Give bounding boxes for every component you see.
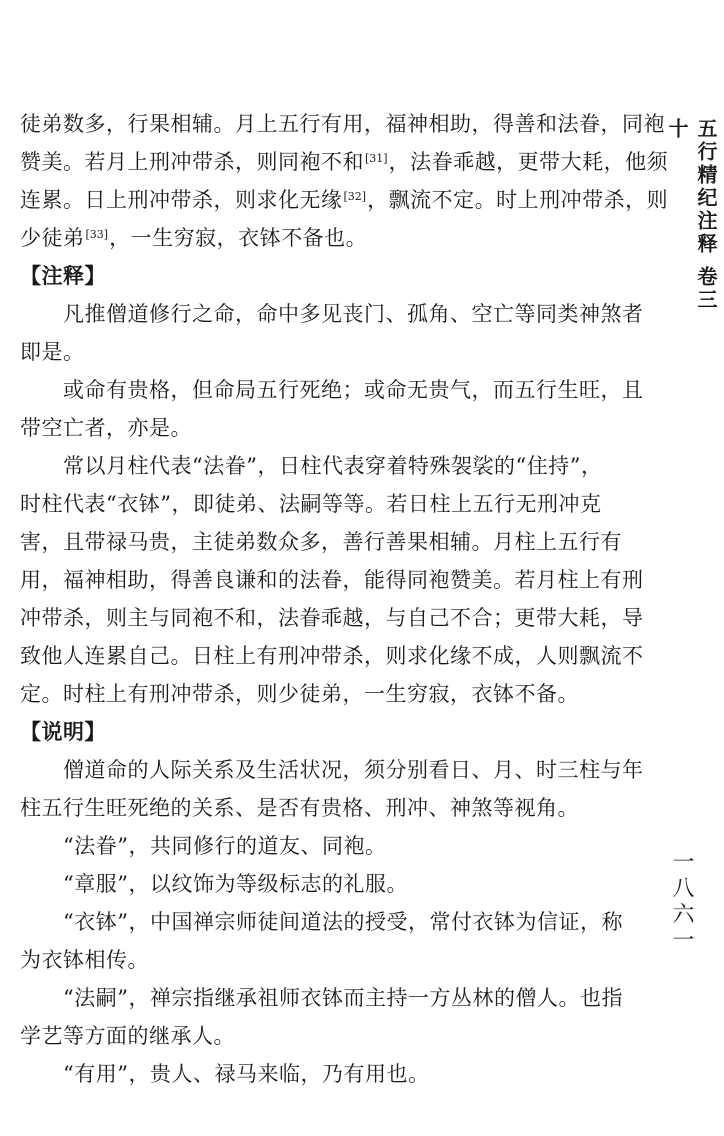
annotation-line: 冲带杀，则主与同袍不和，法眷乖越，与自己不合；更带大耗，导 [20, 606, 644, 630]
original-text: ，飘流不定。时上刑冲带杀，则 [367, 188, 669, 212]
footnote-ref-31[interactable]: [31] [365, 152, 388, 165]
annotation-line: 定。时柱上有刑冲带杀，则少徒弟，一生穷寂，衣钵不备。 [20, 682, 579, 706]
page-number: 一八六一 [669, 850, 694, 954]
running-header: 五行精纪注释 卷三十 [665, 118, 718, 312]
annotation-line: 害，且带禄马贵，主徒弟数众多，善行善果相辅。月柱上五行有 [20, 530, 622, 554]
annotation-line: 带空亡者，亦是。 [20, 416, 192, 440]
original-text: 少徒弟 [20, 226, 85, 250]
explanation-heading: 【说明】 [20, 719, 106, 744]
explanation-line: 学艺等方面的继承人。 [20, 1024, 235, 1048]
explanation-line: “衣钵”，中国禅宗师徒间道法的授受，常付衣钵为信证，称 [20, 910, 623, 934]
footnote-ref-32[interactable]: [32] [343, 190, 367, 203]
explanation-line: “法嗣”，禅宗指继承祖师衣钵而主持一方丛林的僧人。也指 [20, 986, 623, 1010]
explanation-line: 柱五行生旺死绝的关系、是否有贵格、刑冲、神煞等视角。 [20, 796, 579, 820]
original-text: ，一生穷寂，衣钵不备也。 [109, 226, 368, 250]
annotation-line: 用，福神相助，得善良谦和的法眷，能得同袍赞美。若月柱上有刑 [20, 568, 644, 592]
original-text: 赞美。若月上刑冲带杀，则同袍不和 [20, 150, 364, 174]
annotation-line: 凡推僧道修行之命，命中多见丧门、孤角、空亡等同类神煞者 [20, 302, 644, 326]
original-text: ，法眷乖越，更带大耗，他须 [388, 150, 669, 174]
original-line-4 [20, 222, 367, 252]
annotation-line: 常以月柱代表“法眷”，日柱代表穿着特殊袈裟的“住持”， [20, 454, 603, 478]
original-text: 连累。日上刑冲带杀，则求化无缘 [20, 188, 343, 212]
explanation-line: 僧道命的人际关系及生活状况，须分别看日、月、时三柱与年 [20, 758, 644, 782]
annotation-line: 致他人连累自己。日柱上有刑冲带杀，则求化缘不成，人则飘流不 [20, 644, 644, 668]
annotation-heading: 【注释】 [20, 263, 106, 288]
explanation-line: “法眷”，共同修行的道友、同袍。 [20, 834, 387, 858]
footnote-ref-33[interactable]: [33] [85, 228, 109, 241]
annotation-line: 或命有贵格，但命局五行死绝；或命无贵气，而五行生旺，且 [20, 378, 644, 402]
original-line-1: 徒弟数多，行果相辅。月上五行有用，福神相助，得善和法眷，同袍 [20, 112, 665, 136]
explanation-line: “章服”，以纹饰为等级标志的礼服。 [20, 872, 408, 896]
annotation-line: 即是。 [20, 340, 85, 364]
explanation-line: 为衣钵相传。 [20, 948, 149, 972]
explanation-line: “有用”，贵人、禄马来临，乃有用也。 [20, 1062, 430, 1086]
annotation-line: 时柱代表“衣钵”，即徒弟、法嗣等等。若日柱上五行无刑冲克 [20, 492, 602, 516]
original-line-2 [20, 146, 668, 176]
original-line-3 [20, 184, 668, 214]
